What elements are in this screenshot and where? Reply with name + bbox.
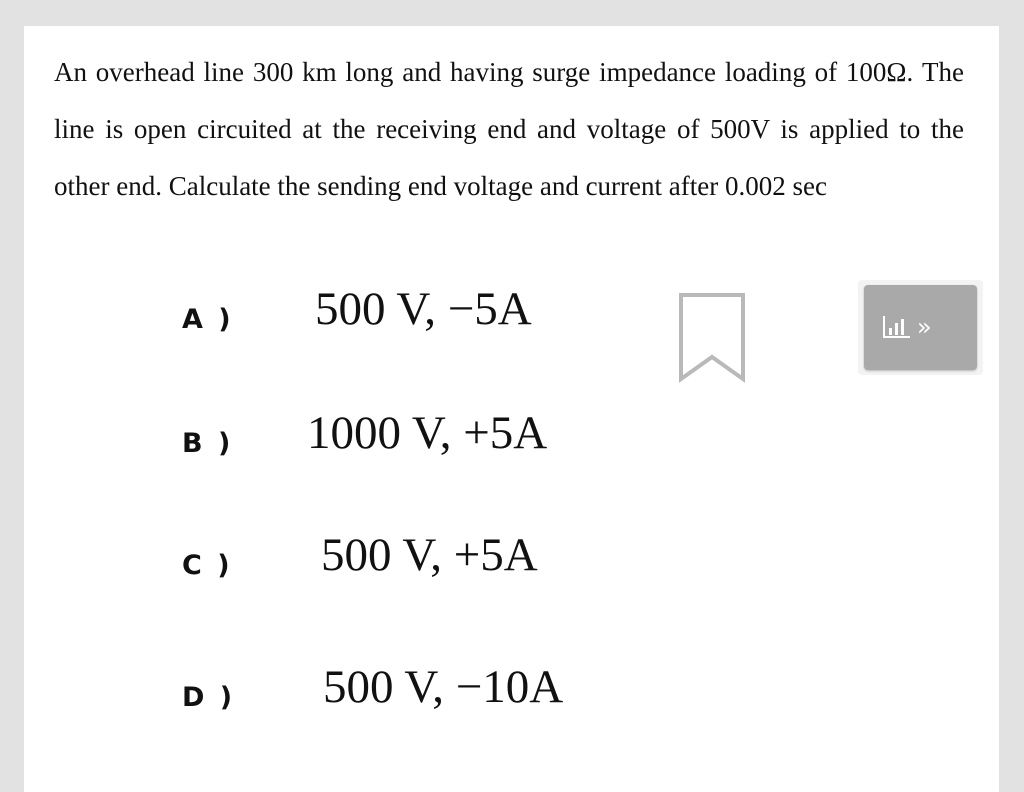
option-c-letter: C ) — [182, 550, 233, 581]
option-d-letter: D ) — [182, 682, 236, 713]
bookmark-icon[interactable] — [677, 291, 747, 383]
option-c-value: 500 V, +5A — [321, 529, 538, 581]
option-a-letter: A ) — [182, 304, 234, 335]
stats-button[interactable] — [858, 280, 983, 375]
option-b-letter: B ) — [182, 428, 234, 459]
question-text: An overhead line 300 km long and having surge impedance loading of 100Ω. The line is open circuited at the receiving end and voltage of 500V is applied to the other end. Calculate the sending end voltage and current after 0.002 sec — [54, 57, 964, 201]
double-chevron-right-icon: » — [917, 313, 932, 341]
bar-chart-icon — [882, 314, 912, 340]
question-card — [24, 26, 999, 792]
option-a-value: 500 V, −5A — [315, 283, 532, 335]
stats-button-face[interactable] — [864, 285, 977, 370]
option-d-value: 500 V, −10A — [323, 661, 564, 713]
option-b-value: 1000 V, +5A — [307, 407, 548, 459]
